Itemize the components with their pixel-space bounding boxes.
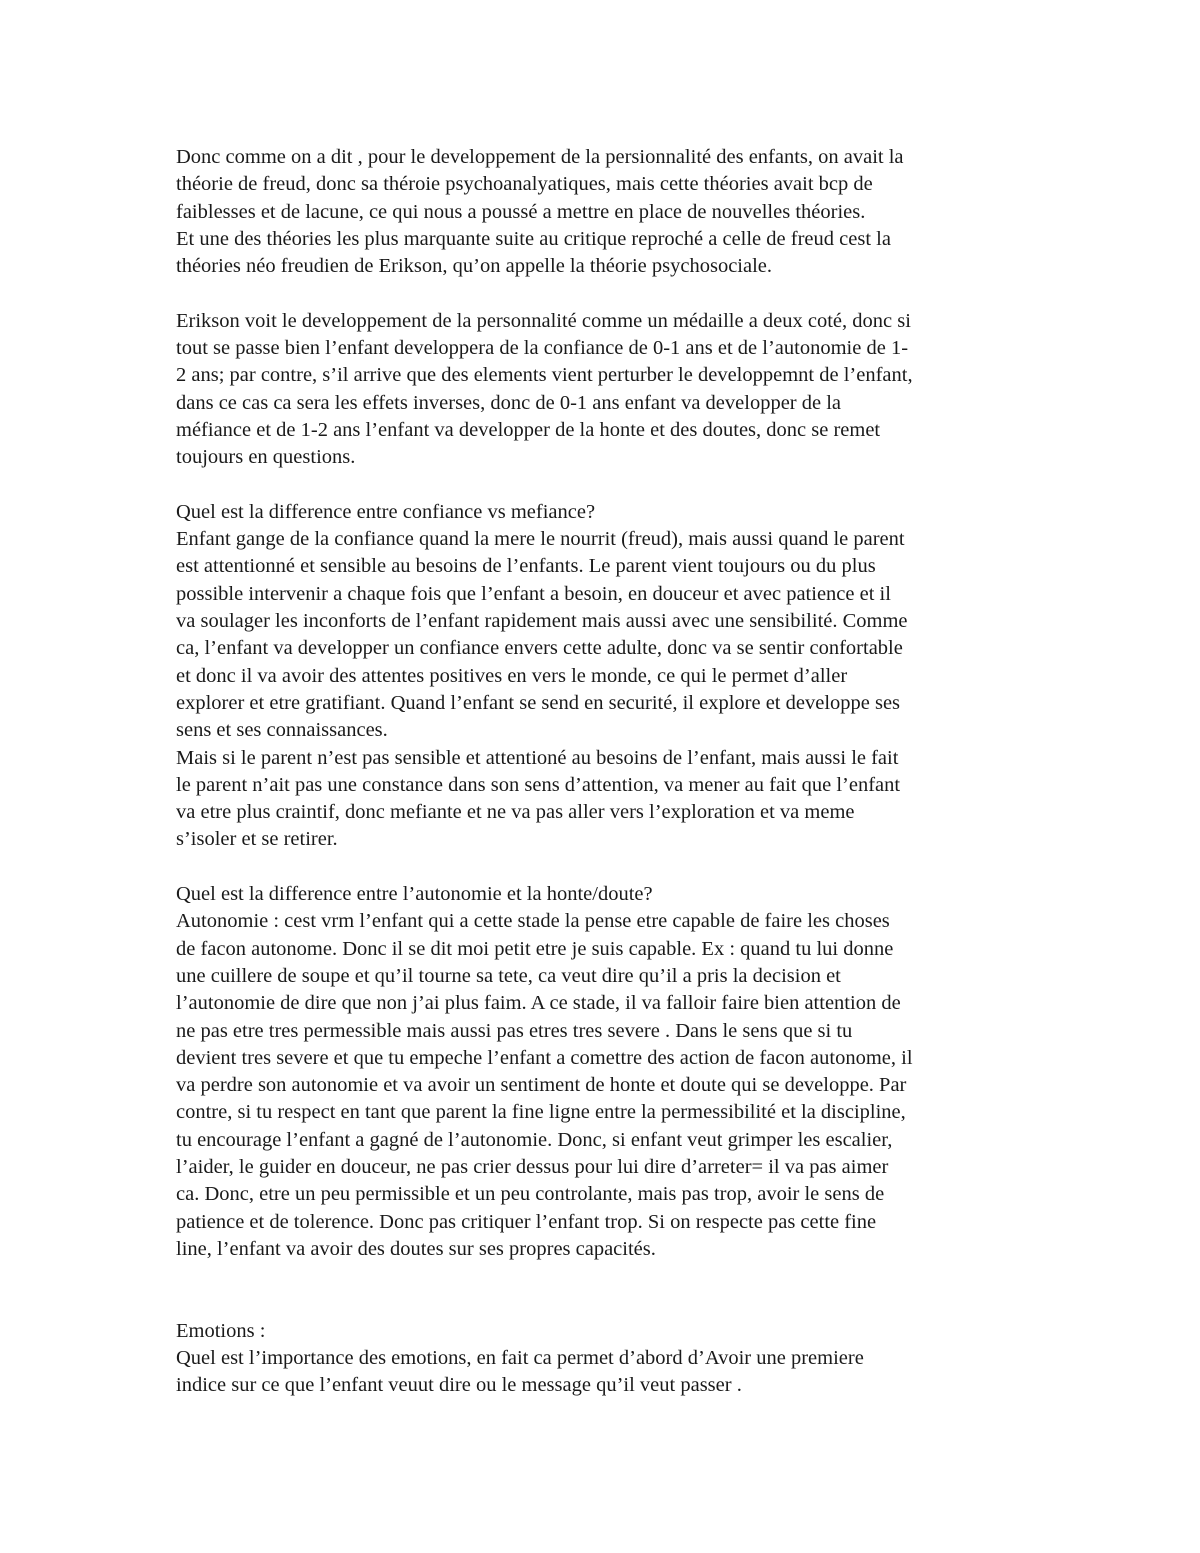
text-line: possible intervenir a chaque fois que l’enfant a besoin, en douceur et avec patience et il (176, 582, 891, 605)
paragraph-spacer (176, 1263, 1036, 1318)
paragraph-spacer (176, 280, 1036, 307)
text-line: tu encourage l’enfant a gagné de l’autonomie. Donc, si enfant veut grimper les escalier, (176, 1128, 893, 1151)
text-line: devient tres severe et que tu empeche l’enfant a comettre des action de facon autonome, il (176, 1046, 913, 1069)
text-line: dans ce cas ca sera les effets inverses, donc de 0-1 ans enfant va developper de la (176, 391, 842, 414)
section-question: Quel est la difference entre confiance vs mefiance? (176, 500, 596, 523)
paragraph-erikson (176, 308, 1036, 472)
text-line: faiblesses et de lacune, ce qui nous a poussé a mettre en place de nouvelles théories. (176, 200, 866, 223)
text-line: s’isoler et se retirer. (176, 828, 338, 851)
paragraph-spacer (176, 472, 1036, 499)
text-line: line, l’enfant va avoir des doutes sur ses propres capacités. (176, 1237, 656, 1260)
paragraph-confiance (176, 499, 1036, 854)
text-line: sens et ses connaissances. (176, 719, 388, 742)
section-question: Quel est la difference entre l’autonomie et la honte/doute? (176, 883, 653, 906)
text-line: ne pas etre tres permessible mais aussi pas etres tres severe . Dans le sens que si tu (176, 1019, 853, 1042)
text-line: ca. Donc, etre un peu permissible et un peu controlante, mais pas trop, avoir le sens de (176, 1183, 885, 1206)
text-line: 2 ans; par contre, s’il arrive que des elements vient perturber le developpemnt de l’enfant, (176, 364, 913, 387)
text-line: est attentionné et sensible au besoins de l’enfants. Le parent vient toujours ou du plus (176, 555, 876, 578)
text-line: l’autonomie de dire que non j’ai plus faim. A ce stade, il va falloir faire bien attention de (176, 992, 901, 1015)
text-line: explorer et etre gratifiant. Quand l’enfant se send en securité, il explore et developpe ses (176, 691, 901, 714)
text-line: Quel est l’importance des emotions, en fait ca permet d’abord d’Avoir une premiere (176, 1347, 864, 1370)
text-line: Mais si le parent n’est pas sensible et attentioné au besoins de l’enfant, mais aussi le fait (176, 746, 899, 769)
text-line: méfiance et de 1-2 ans l’enfant va developper de la honte et des doutes, donc se remet (176, 418, 881, 441)
text-line: ca, l’enfant va developper un confiance envers cette adulte, donc va se sentir confortable (176, 637, 903, 660)
document-body (176, 144, 1036, 1400)
text-line: le parent n’ait pas une constance dans son sens d’attention, va mener au fait que l’enfant (176, 773, 901, 796)
text-line: Enfant gange de la confiance quand la mere le nourrit (freud), mais aussi quand le parent (176, 528, 905, 551)
paragraph-intro (176, 144, 1036, 280)
text-line: patience et de tolerence. Donc pas critiquer l’enfant trop. Si on respecte pas cette fine (176, 1210, 877, 1233)
text-line: indice sur ce que l’enfant veuut dire ou le message qu’il veut passer . (176, 1374, 742, 1397)
text-line: Erikson voit le developpement de la personnalité comme un médaille a deux coté, donc si (176, 309, 911, 332)
text-line: et donc il va avoir des attentes positives en vers le monde, ce qui le permet d’aller (176, 664, 848, 687)
text-line: va perdre son autonomie et va avoir un sentiment de honte et doute qui se developpe. Par (176, 1074, 907, 1097)
text-line: contre, si tu respect en tant que parent la fine ligne entre la permessibilité et la discipline, (176, 1101, 906, 1124)
text-line: théories néo freudien de Erikson, qu’on appelle la théorie psychosociale. (176, 255, 773, 278)
text-line: théorie de freud, donc sa théroie psychoanalyatiques, mais cette théories avait bcp de (176, 173, 873, 196)
section-heading: Emotions : (176, 1319, 266, 1342)
paragraph-spacer (176, 854, 1036, 881)
text-line: va etre plus craintif, donc mefiante et ne va pas aller vers l’exploration et va meme (176, 801, 855, 824)
paragraph-emotions (176, 1318, 1036, 1400)
text-line: Autonomie : cest vrm l’enfant qui a cette stade la pense etre capable de faire les choses (176, 910, 890, 933)
text-line: Et une des théories les plus marquante suite au critique reproché a celle de freud cest la (176, 227, 891, 250)
text-line: l’aider, le guider en douceur, ne pas crier dessus pour lui dire d’arreter= il va pas aimer (176, 1155, 889, 1178)
text-line: une cuillere de soupe et qu’il tourne sa tete, ca veut dire qu’il a pris la decision et (176, 964, 841, 987)
text-line: va soulager les inconforts de l’enfant rapidement mais aussi avec une sensibilité. Comme (176, 610, 908, 633)
text-line: tout se passe bien l’enfant developpera de la confiance de 0-1 ans et de l’autonomie de 1- (176, 337, 909, 360)
paragraph-autonomie (176, 881, 1036, 1263)
text-line: Donc comme on a dit , pour le developpement de la persionnalité des enfants, on avait la (176, 146, 904, 168)
text-line: toujours en questions. (176, 446, 356, 469)
text-line: de facon autonome. Donc il se dit moi petit etre je suis capable. Ex : quand tu lui donne (176, 937, 894, 960)
